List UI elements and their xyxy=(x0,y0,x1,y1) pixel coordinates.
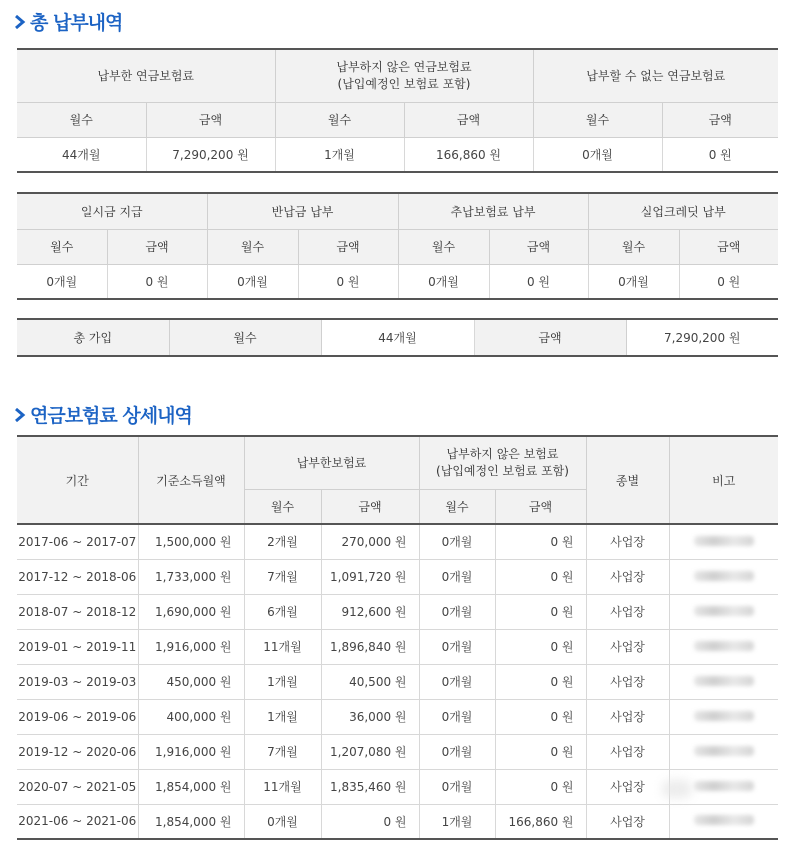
subheader-amount: 금액 xyxy=(404,102,533,137)
detail-paid-months: 11개월 xyxy=(244,629,321,664)
detail-period: 2021-06 ~ 2021-06 xyxy=(17,804,138,839)
credit-amount: 0 원 xyxy=(679,264,778,299)
detail-type: 사업장 xyxy=(586,699,669,734)
detail-unpaid-months: 0개월 xyxy=(419,769,495,804)
chevron-right-icon xyxy=(14,15,26,29)
header-note: 비고 xyxy=(669,436,778,524)
detail-period: 2019-01 ~ 2019-11 xyxy=(17,629,138,664)
lump-sum-months: 0개월 xyxy=(17,264,107,299)
detail-unpaid-months: 0개월 xyxy=(419,699,495,734)
total-payment-table xyxy=(17,48,778,173)
detail-paid-amount: 912,600 원 xyxy=(321,594,419,629)
total-enrollment-table xyxy=(17,318,778,357)
total-months-value: 44개월 xyxy=(321,319,474,356)
detail-unpaid-amount: 0 원 xyxy=(495,559,586,594)
detail-type: 사업장 xyxy=(586,594,669,629)
detail-note-redacted xyxy=(669,594,778,629)
credit-months: 0개월 xyxy=(588,264,679,299)
detail-type: 사업장 xyxy=(586,559,669,594)
detail-unpaid-months: 0개월 xyxy=(419,594,495,629)
subheader-amount: 금액 xyxy=(495,489,586,524)
detail-base-income: 1,916,000 원 xyxy=(138,629,244,664)
special-payment-table xyxy=(17,192,778,300)
paid-amount: 7,290,200 원 xyxy=(146,137,275,172)
subheader-months: 월수 xyxy=(244,489,321,524)
table-row xyxy=(17,594,778,629)
detail-period: 2019-06 ~ 2019-06 xyxy=(17,699,138,734)
header-unemployment-credit: 실업크레딧 납부 xyxy=(588,193,778,229)
unpayable-amount: 0 원 xyxy=(662,137,778,172)
subheader-months: 월수 xyxy=(17,102,146,137)
detail-unpaid-amount: 166,860 원 xyxy=(495,804,586,839)
section-title-text: 연금보험료 상세내역 xyxy=(30,405,192,427)
detail-unpaid-amount: 0 원 xyxy=(495,664,586,699)
detail-unpaid-months: 0개월 xyxy=(419,559,495,594)
unpayable-months: 0개월 xyxy=(533,137,662,172)
table-row xyxy=(17,629,778,664)
table-row xyxy=(17,524,778,559)
detail-paid-months: 0개월 xyxy=(244,804,321,839)
header-base-income: 기준소득월액 xyxy=(138,436,244,524)
section-title-text: 총 납부내역 xyxy=(30,12,123,34)
section-title-total xyxy=(14,8,122,35)
detail-paid-amount: 1,896,840 원 xyxy=(321,629,419,664)
detail-base-income: 1,854,000 원 xyxy=(138,804,244,839)
detail-period: 2019-03 ~ 2019-03 xyxy=(17,664,138,699)
detail-type: 사업장 xyxy=(586,524,669,559)
header-paid: 납부한 연금보험료 xyxy=(17,49,275,102)
detail-note-redacted xyxy=(669,699,778,734)
detail-paid-amount: 0 원 xyxy=(321,804,419,839)
detail-note-redacted xyxy=(669,629,778,664)
detail-unpaid-amount: 0 원 xyxy=(495,629,586,664)
subheader-months: 월수 xyxy=(17,229,107,264)
detail-paid-amount: 1,835,460 원 xyxy=(321,769,419,804)
detail-paid-months: 1개월 xyxy=(244,664,321,699)
detail-period: 2019-12 ~ 2020-06 xyxy=(17,734,138,769)
detail-paid-months: 1개월 xyxy=(244,699,321,734)
detail-type: 사업장 xyxy=(586,804,669,839)
detail-note-redacted xyxy=(669,804,778,839)
redacted-company-name xyxy=(694,746,754,756)
chevron-right-icon xyxy=(14,408,26,422)
detail-period: 2018-07 ~ 2018-12 xyxy=(17,594,138,629)
redacted-company-name xyxy=(694,606,754,616)
total-months-label: 월수 xyxy=(169,319,321,356)
detail-unpaid-amount: 0 원 xyxy=(495,524,586,559)
detail-note-redacted xyxy=(669,664,778,699)
header-type: 종별 xyxy=(586,436,669,524)
detail-unpaid-months: 0개월 xyxy=(419,524,495,559)
lump-sum-amount: 0 원 xyxy=(107,264,207,299)
redacted-company-name xyxy=(694,711,754,721)
redacted-company-name xyxy=(694,571,754,581)
subheader-months: 월수 xyxy=(207,229,298,264)
redacted-company-name xyxy=(694,536,754,546)
detail-period: 2017-12 ~ 2018-06 xyxy=(17,559,138,594)
detail-paid-amount: 1,091,720 원 xyxy=(321,559,419,594)
detail-unpaid-months: 0개월 xyxy=(419,664,495,699)
refund-months: 0개월 xyxy=(207,264,298,299)
detail-unpaid-amount: 0 원 xyxy=(495,594,586,629)
subheader-months: 월수 xyxy=(533,102,662,137)
header-lump-sum: 일시금 지급 xyxy=(17,193,207,229)
redacted-company-name xyxy=(694,781,754,791)
detail-paid-amount: 1,207,080 원 xyxy=(321,734,419,769)
detail-paid-amount: 270,000 원 xyxy=(321,524,419,559)
detail-unpaid-amount: 0 원 xyxy=(495,734,586,769)
detail-unpaid-amount: 0 원 xyxy=(495,699,586,734)
detail-note-redacted xyxy=(669,524,778,559)
detail-unpaid-months: 0개월 xyxy=(419,629,495,664)
detail-base-income: 1,500,000 원 xyxy=(138,524,244,559)
subheader-months: 월수 xyxy=(419,489,495,524)
detail-paid-months: 6개월 xyxy=(244,594,321,629)
unpaid-months: 1개월 xyxy=(275,137,404,172)
detail-note-redacted xyxy=(669,559,778,594)
header-refund: 반납금 납부 xyxy=(207,193,398,229)
detail-paid-months: 7개월 xyxy=(244,734,321,769)
header-unpayable: 납부할 수 없는 연금보험료 xyxy=(533,49,778,102)
subheader-months: 월수 xyxy=(398,229,489,264)
total-enrollment-label: 총 가입 xyxy=(17,319,169,356)
table-row xyxy=(17,664,778,699)
total-amount-value: 7,290,200 원 xyxy=(626,319,778,356)
subheader-amount: 금액 xyxy=(321,489,419,524)
detail-unpaid-months: 0개월 xyxy=(419,734,495,769)
redacted-company-name xyxy=(694,641,754,651)
subheader-amount: 금액 xyxy=(489,229,588,264)
detail-period: 2020-07 ~ 2021-05 xyxy=(17,769,138,804)
redacted-company-name xyxy=(694,676,754,686)
detail-type: 사업장 xyxy=(586,734,669,769)
header-paid-premium: 납부한보험료 xyxy=(244,436,419,489)
section-title-detail xyxy=(14,401,192,428)
table-row xyxy=(17,734,778,769)
detail-base-income: 1,690,000 원 xyxy=(138,594,244,629)
detail-paid-amount: 40,500 원 xyxy=(321,664,419,699)
detail-unpaid-amount: 0 원 xyxy=(495,769,586,804)
unpaid-amount: 166,860 원 xyxy=(404,137,533,172)
table-row xyxy=(17,699,778,734)
detail-paid-amount: 36,000 원 xyxy=(321,699,419,734)
subheader-amount: 금액 xyxy=(679,229,778,264)
additional-amount: 0 원 xyxy=(489,264,588,299)
detail-type: 사업장 xyxy=(586,769,669,804)
detail-period: 2017-06 ~ 2017-07 xyxy=(17,524,138,559)
subheader-amount: 금액 xyxy=(298,229,398,264)
header-additional: 추납보험료 납부 xyxy=(398,193,588,229)
table-row xyxy=(17,559,778,594)
subheader-amount: 금액 xyxy=(146,102,275,137)
total-amount-label: 금액 xyxy=(474,319,626,356)
detail-base-income: 450,000 원 xyxy=(138,664,244,699)
detail-paid-months: 7개월 xyxy=(244,559,321,594)
redacted-company-name xyxy=(694,815,754,825)
table-row xyxy=(17,804,778,839)
detail-type: 사업장 xyxy=(586,629,669,664)
blurred-watermark xyxy=(662,780,692,798)
paid-months: 44개월 xyxy=(17,137,146,172)
detail-unpaid-months: 1개월 xyxy=(419,804,495,839)
detail-base-income: 1,916,000 원 xyxy=(138,734,244,769)
subheader-amount: 금액 xyxy=(662,102,778,137)
subheader-months: 월수 xyxy=(275,102,404,137)
detail-base-income: 1,733,000 원 xyxy=(138,559,244,594)
detail-paid-months: 11개월 xyxy=(244,769,321,804)
detail-table xyxy=(17,435,778,840)
refund-amount: 0 원 xyxy=(298,264,398,299)
subheader-amount: 금액 xyxy=(107,229,207,264)
subheader-months: 월수 xyxy=(588,229,679,264)
detail-note-redacted xyxy=(669,734,778,769)
detail-type: 사업장 xyxy=(586,664,669,699)
header-period: 기간 xyxy=(17,436,138,524)
additional-months: 0개월 xyxy=(398,264,489,299)
header-unpaid: 납부하지 않은 연금보험료 (납입예정인 보험료 포함) xyxy=(275,49,533,102)
detail-base-income: 400,000 원 xyxy=(138,699,244,734)
detail-base-income: 1,854,000 원 xyxy=(138,769,244,804)
detail-paid-months: 2개월 xyxy=(244,524,321,559)
header-unpaid-premium: 납부하지 않은 보험료 (납입예정인 보험료 포함) xyxy=(419,436,586,489)
